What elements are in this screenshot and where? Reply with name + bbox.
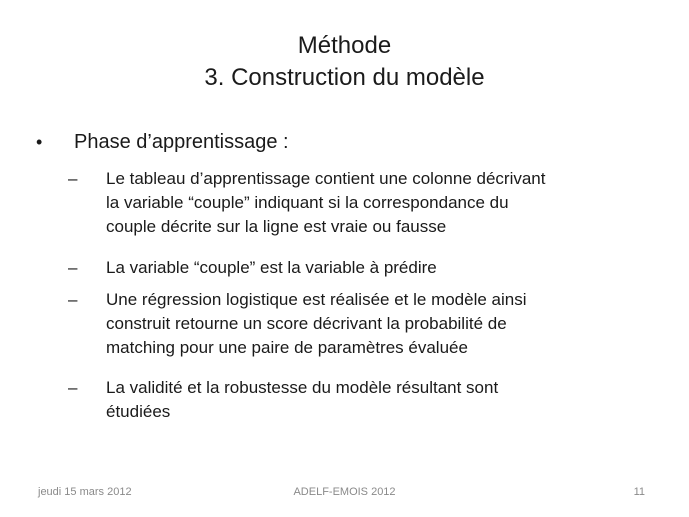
slide-title	[0, 30, 689, 94]
dash-marker: –	[68, 290, 78, 309]
bullet-text: Phase d’apprentissage :	[74, 131, 289, 153]
dash-marker: –	[68, 258, 78, 277]
sub-bullet-line: matching pour une paire de paramètres évaluée	[106, 338, 468, 357]
sub-bullet-line: couple décrite sur la ligne est vraie ou fausse	[106, 217, 447, 236]
sub-bullet-2	[68, 256, 668, 280]
footer-page-number: 11	[633, 486, 645, 498]
sub-bullet-line: La validité et la robustesse du modèle résultant sont	[106, 378, 499, 397]
sub-bullet-line: Une régression logistique est réalisée et le modèle ainsi	[106, 290, 527, 309]
footer-date: jeudi 15 mars 2012	[38, 486, 132, 498]
dash-marker: –	[68, 169, 78, 188]
sub-bullet-line: étudiées	[106, 402, 171, 421]
sub-bullet-line: Le tableau d’apprentissage contient une colonne décrivant	[106, 169, 546, 188]
title-line-1: Méthode	[297, 32, 392, 59]
title-line-2: 3. Construction du modèle	[204, 64, 485, 91]
bullet-marker: •	[36, 132, 43, 152]
sub-bullet-line: la variable “couple” indiquant si la correspondance du	[106, 193, 509, 212]
bullet-phase	[36, 128, 289, 156]
sub-bullet-1	[68, 167, 668, 239]
dash-marker: –	[68, 378, 78, 397]
sub-bullet-3	[68, 288, 668, 360]
footer-event: ADELF-EMOIS 2012	[293, 486, 396, 498]
sub-bullet-line: La variable “couple” est la variable à prédire	[106, 258, 437, 277]
sub-bullet-4	[68, 376, 668, 424]
sub-bullet-line: construit retourne un score décrivant la probabilité de	[106, 314, 507, 333]
